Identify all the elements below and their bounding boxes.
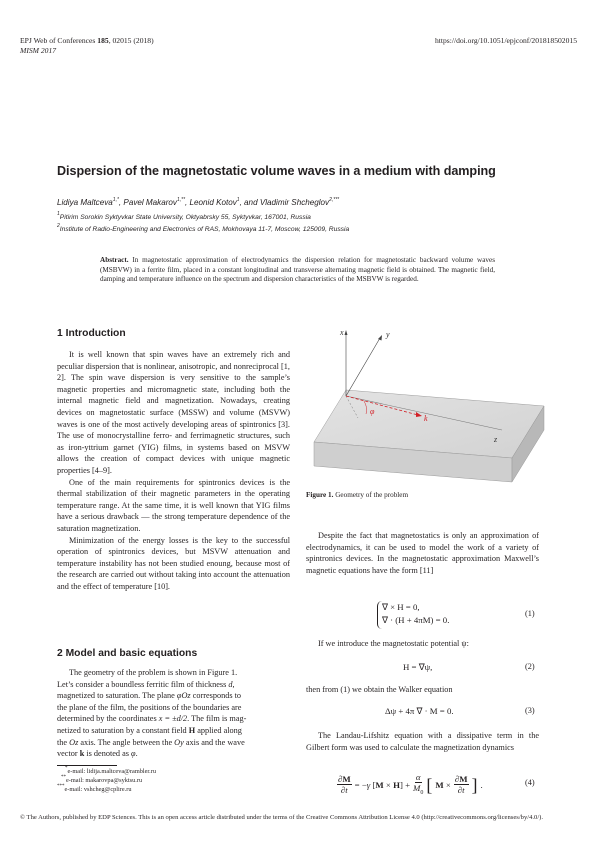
paragraph: The Landau-Lifshitz equation with a dissipative term in the Gilbert form was used to calculate the magnetization dynamics [306,731,539,752]
equation-line: ∇ · (H + 4πM) = 0. [382,615,450,625]
footnote-text: e-mail: vshcheg@cplire.ru [64,786,132,793]
equation-1 [377,601,449,629]
section-heading-introduction: 1 Introduction [57,328,126,339]
author-name: Pavel Makarov [123,198,177,207]
text-span: applied along [195,725,242,735]
text-line: The geometry of the problem is shown in Figure 1. [69,668,238,677]
paragraph: Minimization of the energy losses is the key to the successful operation of spintronics devices, but MSVW attenuation and temperature instability has not been studied enoung, because most of the research are carried out without taking into account the attenuation and the effect of temperature [10]. [57,535,290,591]
text-line: the plane of the film, the positions of the boundaries are [57,702,242,712]
axis-label-x: x [340,328,344,337]
author-sup: 2,*** [329,197,340,203]
text-span: axis. The angle between the [78,737,175,747]
fraction-dM-dt: $\frac{\partial M}{\partial t}$ [454,774,468,796]
footnote [57,767,156,776]
paper-title: Dispersion of the magnetostatic volume waves in a medium with damping [57,164,496,178]
figure-caption [306,491,408,499]
axis-label-z: z [494,435,498,444]
text-span: , [232,679,235,689]
footnote-text: e-mail: lidija.maltceva@rambler.ru [67,768,156,775]
math-var: k [79,749,85,759]
axis-label-y: y [386,330,390,339]
equation-number: (2) [525,662,535,671]
footnote-mark: * [65,766,68,771]
author-sup: 1,* [112,197,119,203]
equation-number: (1) [525,609,535,618]
math-var: x = ±d/2 [158,714,188,724]
label-k: k [424,414,428,423]
text-span: axis and the wave [183,737,245,747]
affiliation-sup: 1 [57,211,60,217]
right-paragraph-4 [306,730,539,753]
text-span: is denoted as [84,749,132,759]
equation-2: H = ∇ψ, [403,662,433,672]
running-header-left [20,36,154,55]
author-name: Lidiya Maltceva [57,198,113,207]
footnotes [57,767,156,794]
equation-3: Δψ + 4π ∇ · M = 0. [385,706,454,716]
footnote-mark: ** [61,775,66,780]
text-span: determined by the coordinates [57,714,159,724]
text-span: corresponds to [190,691,242,701]
abstract-label: Abstract. [100,256,129,264]
figure-caption-label: Figure 1. [306,491,334,499]
affiliation [57,223,350,233]
author-sup: 1 [236,197,240,203]
equation-number: (3) [525,706,535,715]
equation-line: ∇ × H = 0, [382,602,420,612]
math-var: d [228,679,233,689]
footnote [57,785,156,794]
footnote-mark: *** [57,784,65,789]
text-line [57,737,290,749]
text-span: . [135,749,138,759]
math-var: H [188,725,196,735]
doi-link[interactable]: https://doi.org/10.1051/epjconf/201818502015 [434,36,577,45]
journal-volume: 185 [97,36,109,45]
arrowhead-icon [378,335,382,341]
license-footer: © The Authors, published by EDP Sciences. This is an open access article distributed under the terms of the Creative Commons Attribution License 4.0 (http://creativecommons.org/licenses/by/4.0/). [20,814,544,821]
label-phi: φ [370,407,375,416]
math-var: φOz [176,691,191,701]
text-line [57,690,290,702]
affiliation-text: Pitirim Sorokin Syktyvkar State University, Oktyabrsky 55, Syktyvkar, 167001, Russia [59,214,311,221]
introduction-body [57,349,290,592]
text-span: . The film is mag- [187,714,247,724]
text-span: Let’s consider a boundless ferritic film of thickness [57,679,229,689]
fraction-dM-dt: $\frac{\partial M}{\partial t}$ [338,774,351,796]
y-axis [346,338,380,396]
equation-number: (4) [525,778,535,787]
fraction-alpha-M0: $\frac{\alpha}{M_0}$ [413,772,424,796]
footnote [57,776,156,785]
paragraph: then from (1) we obtain the Walker equation [306,685,453,694]
right-paragraph-2 [306,638,539,650]
journal-name: EPJ Web of Conferences [20,36,96,45]
paragraph: Despite the fact that magnetostatics is only an approximation of electrodynamics, it can be used to model the work of a variety of spintronics devices. In the magnetostatic approximation Maxwell’s magnetic equations have the form [11] [306,531,539,575]
text-line [57,679,290,691]
paragraph: If we introduce the magnetostatic potential ψ: [318,639,469,648]
article-number: , 02015 (2018) [108,36,154,45]
affiliation-sup: 2 [57,223,60,229]
model-body [57,667,290,760]
footnote-text: e-mail: makarovpa@syktsu.ru [66,777,143,784]
text-span: netized to saturation by a constant field [57,725,189,735]
abstract-text: In magnetostatic approximation of electrodynamics the dispersion relation for magnetostatic backward volume waves (MSBVW) in a ferrite film, placed in a constant longitudinal and transverse alternating magnetic field is obtained. The magnetic field, damping and temperature influence on the spectrum and dispersion characteristics of the MSBVW is regarded. [100,256,495,284]
abstract [100,256,495,285]
right-paragraph-3 [306,684,539,696]
text-line [57,748,290,760]
affiliation-text: Institute of Radio-Engineering and Electronics of RAS, Mokhovaya 11-7, Moscow, 125009, Russia [59,226,350,233]
figure-geometry [306,322,546,490]
section-heading-model: 2 Model and basic equations [57,648,198,659]
arrowhead-icon [345,330,348,335]
text-line [57,713,290,725]
figure-caption-text: Geometry of the problem [335,491,409,499]
right-paragraph-1 [306,530,539,576]
author-list: Lidiya Maltceva$^{1,*}$, Pavel Makarov$^{1,**}$, Leonid Kotov$^1$, and Vladimir Shcheglov$^{2,***}$ [57,197,340,207]
author-sup: 1,** [176,197,186,203]
text-line [57,725,290,737]
text-span: the [57,737,70,747]
math-var: Oz [69,737,79,747]
author-name: Leonid Kotov [189,198,237,207]
equation-4: $\frac{\partial M}{\partial t}$ = −γ [M × H] + $\frac{\alpha}{M_0}$ [ M × $\frac{\partial M}{\partial t}$ ] . [338,772,483,796]
math-var: φ [131,749,136,759]
text-span: magnetized to saturation. The plane [57,691,177,701]
affiliation [57,211,311,221]
text-span: vector [57,749,80,759]
author-name: Vladimir Shcheglov [259,198,330,207]
paragraph: One of the main requirements for spintronics devices is the thermal stabilization of their magnetic parameters in the operating temperature range. At the same time, it is well known that YIG films have a serious drawback — the strong temperature dependence of the saturation magnetization. [57,477,290,533]
paragraph: It is well known that spin waves have an extremely rich and peculiar dispersion that is nonlinear, anisotropic, and nonreciprocal [1, 2]. The spin wave dispersion is very sensitive to the sample’s magnetic properties and micromagnetic state, including both the internal magnetic field and magnetization. Nowadays, creating devices on magnetostatic surface (MSSW) and volume (MSVW) waves is one of the most actively developing areas of spintronics [3]. The use of monocrystalline ferro- and ferrimagnetic structures, such as iron-yttrium garnet (YIG) films, in systems based on MSVW allows the creation of compact devices with unique magnetic properties [4–9]. [57,350,290,475]
conference-name: MISM 2017 [20,45,57,55]
math-var: Oy [174,737,184,747]
